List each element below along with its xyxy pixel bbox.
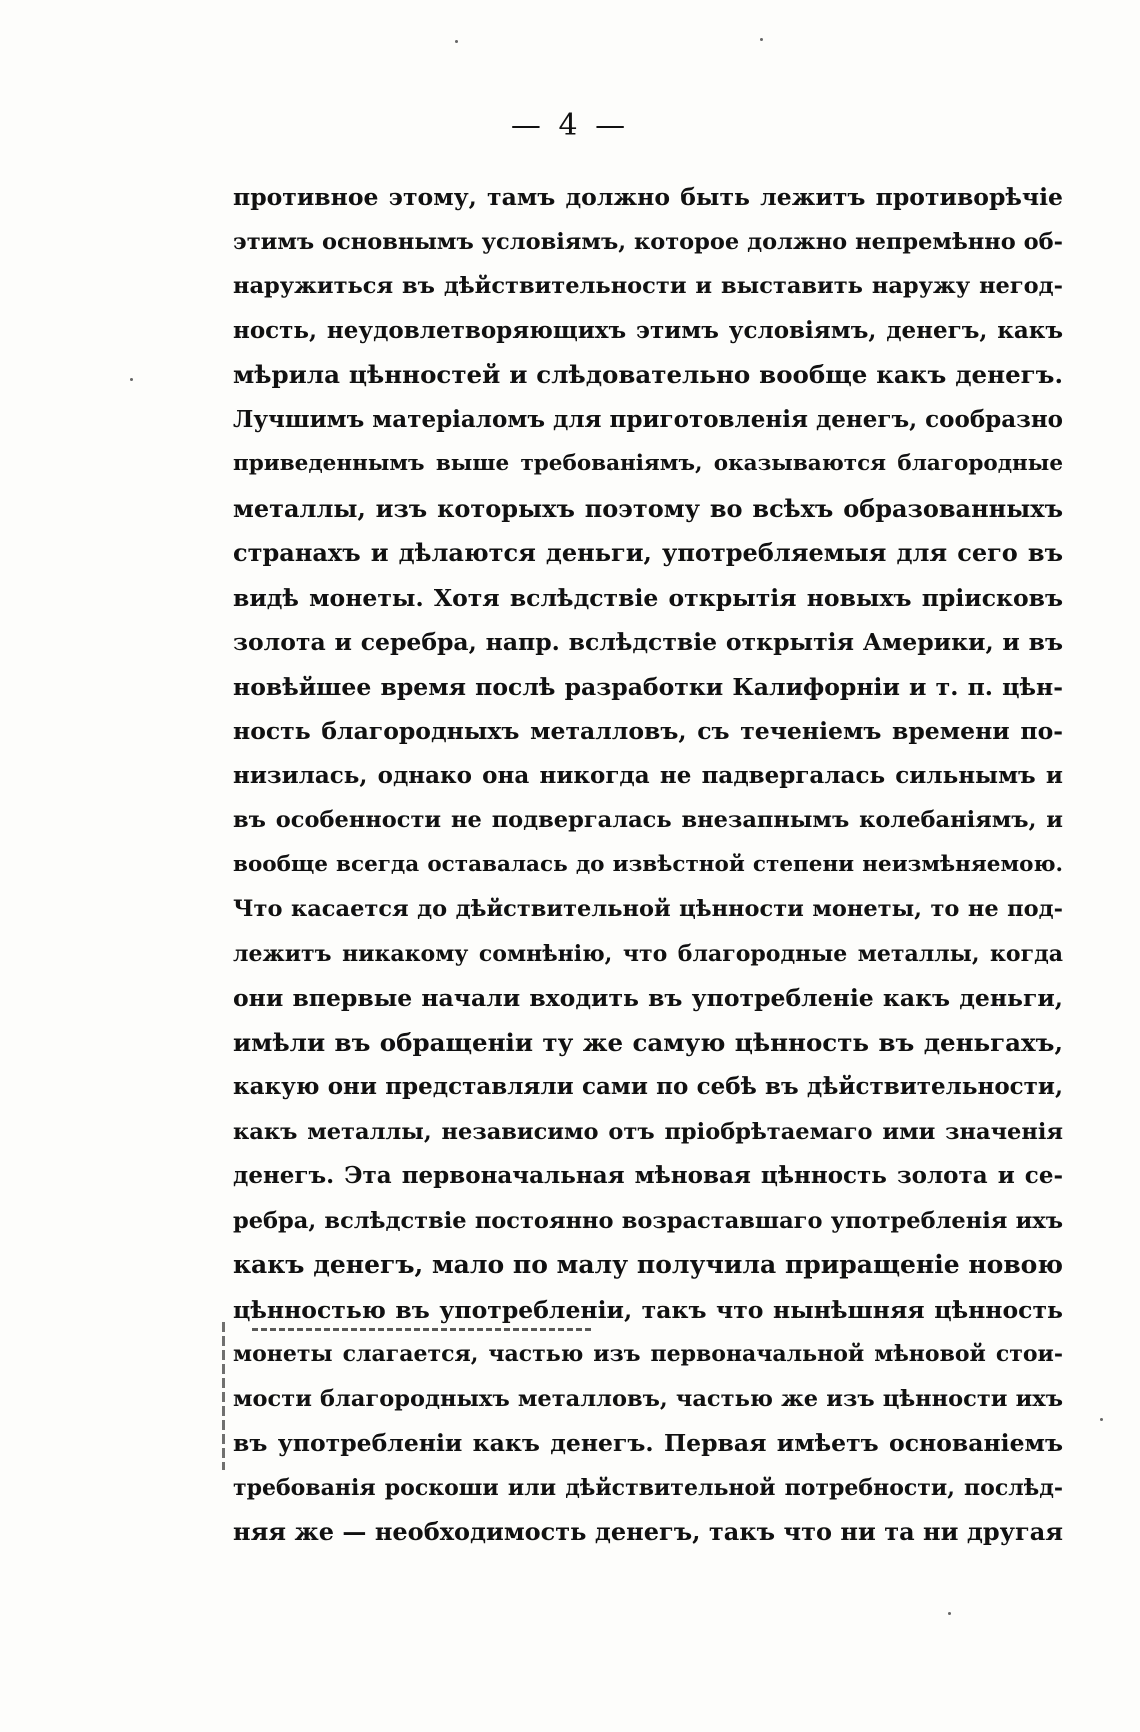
text-line: странахъ и дѣлаются деньги, употребляемыя для сего въ bbox=[233, 538, 1063, 567]
dust-speck bbox=[948, 1612, 951, 1615]
text-line: новѣйшее время послѣ разработки Калифорніи и т. п. цѣн- bbox=[233, 672, 1063, 701]
text-line: какъ металлы, независимо отъ пріобрѣтаемаго ими значенія bbox=[233, 1118, 1063, 1145]
text-line: золота и серебра, напр. вслѣдствіе открытія Америки, и въ bbox=[233, 628, 1063, 656]
dust-speck bbox=[1100, 1418, 1103, 1421]
text-line: монеты слагается, частью изъ первоначальной мѣновой стои- bbox=[233, 1341, 1063, 1367]
text-line: ность благородныхъ металловъ, съ теченіемъ времени по- bbox=[233, 717, 1063, 745]
text-line: какую они представляли сами по себѣ въ дѣйствительности, bbox=[233, 1073, 1063, 1100]
text-line: въ особенности не подвергалась внезапнымъ колебаніямъ, и bbox=[233, 807, 1063, 833]
text-line: въ употребленіи какъ денегъ. Первая имѣетъ основаніемъ bbox=[233, 1429, 1063, 1457]
dust-speck bbox=[455, 40, 458, 43]
pencil-margin-mark bbox=[222, 1322, 225, 1470]
text-line: наружиться въ дѣйствительности и выставить наружу негод- bbox=[233, 273, 1063, 299]
text-line: мости благородныхъ металловъ, частью же изъ цѣнности ихъ bbox=[233, 1385, 1063, 1412]
text-line: няя же — необходимость денегъ, такъ что ни та ни другая bbox=[233, 1517, 1063, 1546]
text-line: видѣ монеты. Хотя вслѣдствіе открытія новыхъ пріисковъ bbox=[233, 583, 1063, 612]
page-number: — 4 — bbox=[510, 108, 630, 143]
text-line: вообще всегда оставалась до извѣстной степени неизмѣняемою. bbox=[233, 851, 1063, 877]
text-line: денегъ. Эта первоначальная мѣновая цѣнность золота и се- bbox=[233, 1162, 1063, 1189]
text-line: они впервые начали входить въ употребленіе какъ деньги, bbox=[233, 984, 1063, 1012]
text-line: ребра, вслѣдствіе постоянно возраставшаго употребленія ихъ bbox=[233, 1207, 1063, 1234]
text-line: Лучшимъ матеріаломъ для приготовленія денегъ, сообразно bbox=[233, 405, 1063, 433]
text-line: этимъ основнымъ условіямъ, которое должно непремѣнно об- bbox=[233, 228, 1063, 255]
text-line: лежитъ никакому сомнѣнію, что благородные металлы, когда bbox=[233, 940, 1063, 967]
text-line: цѣнностью въ употребленіи, такъ что нынѣшняя цѣнность bbox=[233, 1295, 1063, 1324]
text-line: ность, неудовлетворяющихъ этимъ условіямъ, денегъ, какъ bbox=[233, 316, 1063, 344]
text-line: приведеннымъ выше требованіямъ, оказываются благородные bbox=[233, 451, 1063, 476]
text-line: низилась, однако она никогда не падвергалась сильнымъ и bbox=[233, 761, 1063, 789]
text-line: мѣрила цѣнностей и слѣдовательно вообще какъ денегъ. bbox=[233, 360, 1063, 389]
text-line: требованія роскоши или дѣйствительной потребности, послѣд- bbox=[233, 1474, 1063, 1501]
text-line: противное этому, тамъ должно быть лежитъ противорѣчіе bbox=[233, 183, 1063, 211]
dust-speck bbox=[760, 38, 763, 41]
text-line: имѣли въ обращеніи ту же самую цѣнность въ деньгахъ, bbox=[233, 1027, 1063, 1057]
dust-speck bbox=[130, 378, 133, 381]
body-text bbox=[233, 175, 1063, 1555]
text-line: Что касается до дѣйствительной цѣнности монеты, то не под- bbox=[233, 896, 1063, 922]
pencil-underline-mark bbox=[252, 1328, 592, 1331]
text-line: металлы, изъ которыхъ поэтому во всѣхъ образованныхъ bbox=[233, 493, 1063, 523]
text-line: какъ денегъ, мало по малу получила приращеніе новою bbox=[233, 1250, 1063, 1279]
